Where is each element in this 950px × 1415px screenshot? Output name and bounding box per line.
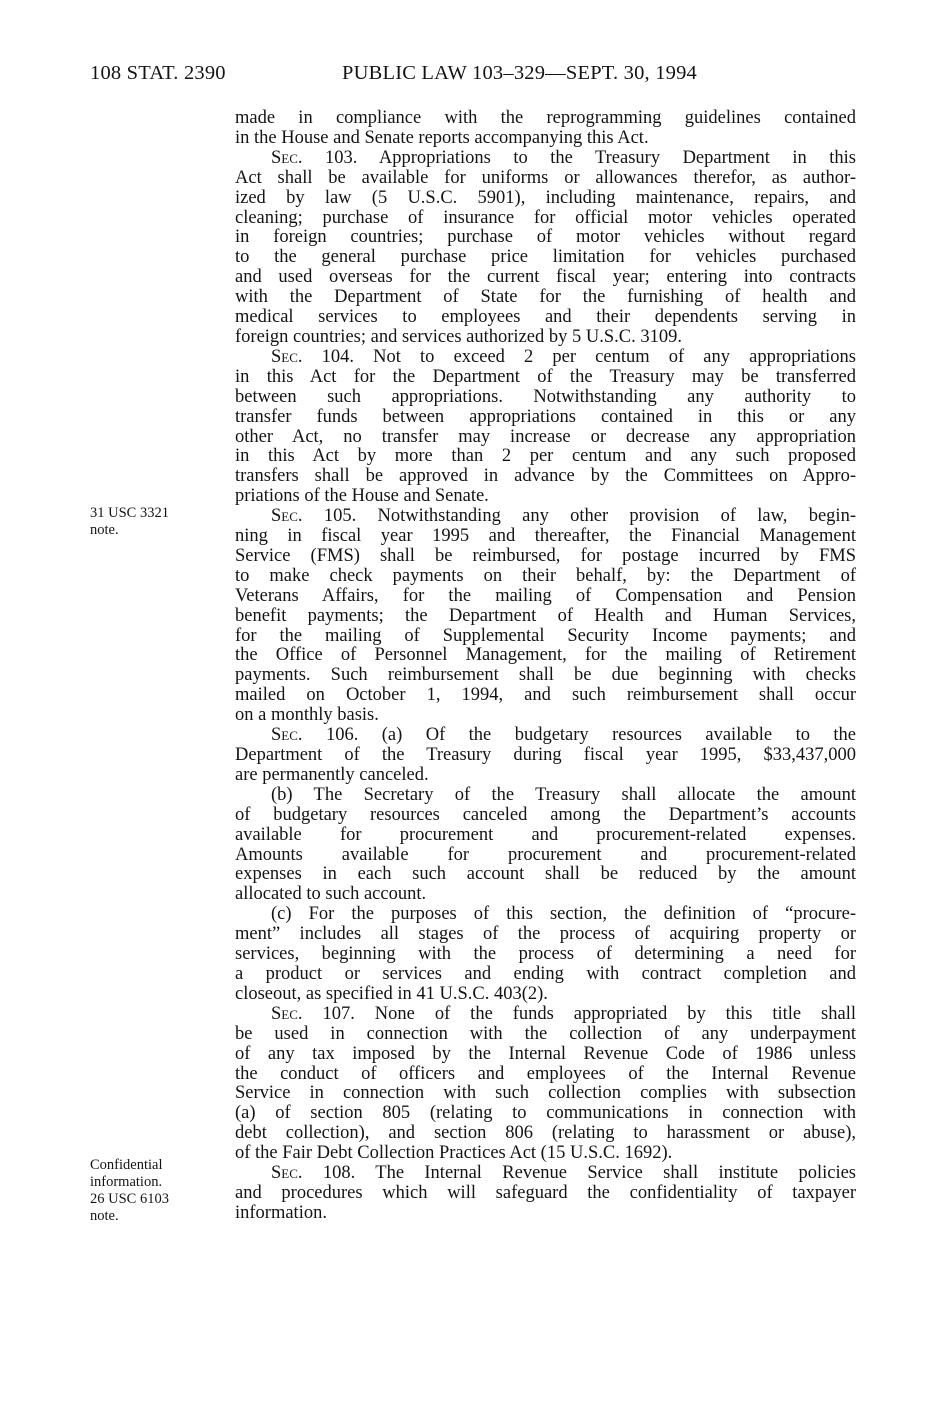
text-line: payments. Such reimbursement shall be due beginning with checks <box>235 665 856 686</box>
text-line: in this Act for the Department of the Treasury may be transferred <box>235 366 856 387</box>
text-line: in the House and Senate reports accompanying this Act. <box>235 127 649 148</box>
text-line: of budgetary resources canceled among the Department’s accounts <box>235 804 856 825</box>
text-line: to the general purchase price limitation for vehicles purchased <box>235 247 856 268</box>
text-line: transfers shall be approved in advance by the Committees on Appro- <box>235 466 856 487</box>
text-line: the conduct of officers and employees of the Internal Revenue <box>235 1063 856 1084</box>
text-line: ning in fiscal year 1995 and thereafter, the Financial Management <box>235 526 856 547</box>
page-header <box>90 62 860 92</box>
statute-page-number: 108 STAT. 2390 <box>90 62 226 84</box>
text-line: on a monthly basis. <box>235 705 379 726</box>
text-line: a product or services and ending with contract completion and <box>235 963 856 984</box>
margin-note-line: note. <box>90 1208 119 1224</box>
margin-note-line: note. <box>90 522 119 538</box>
margin-note-31-usc-3321 <box>90 505 220 539</box>
text-line: in foreign countries; purchase of motor vehicles without regard <box>235 227 856 248</box>
section-label: Sec. <box>271 506 303 527</box>
section-104 <box>235 348 856 507</box>
text-line: Sec. 103. Appropriations to the Treasury Department in this <box>271 147 856 168</box>
text-line: of any tax imposed by the Internal Revenue Code of 1986 unless <box>235 1043 856 1064</box>
paragraph-continuation <box>235 109 856 149</box>
margin-note-confidential-information <box>90 1157 220 1225</box>
margin-note-line: 31 USC 3321 <box>90 505 169 521</box>
law-body-text <box>235 109 856 1224</box>
text-line: transfer funds between appropriations contained in this or any <box>235 406 856 427</box>
text-line: Service in connection with such collection complies with subsection <box>235 1083 856 1104</box>
text-line: Sec. 107. None of the funds appropriated by this title shall <box>271 1003 856 1024</box>
text-line: Sec. 104. Not to exceed 2 per centum of any appropriations <box>271 346 856 367</box>
text-line: medical services to employees and their dependents serving in <box>235 307 856 328</box>
text-line: priations of the House and Senate. <box>235 486 489 507</box>
text-line: other Act, no transfer may increase or decrease any appropriation <box>235 426 856 447</box>
section-107 <box>235 1005 856 1164</box>
section-106-b <box>235 786 856 905</box>
margin-note-line: information. <box>90 1174 163 1190</box>
text-line: Amounts available for procurement and procurement-related <box>235 844 856 865</box>
section-103 <box>235 149 856 348</box>
text-line: Department of the Treasury during fiscal year 1995, $33,437,000 <box>235 745 856 765</box>
text-line: Act shall be available for uniforms or allowances therefor, as author- <box>235 167 856 188</box>
section-label: Sec. <box>271 147 303 168</box>
text-line: allocated to such account. <box>235 884 427 905</box>
text-line: of the Fair Debt Collection Practices Act (15 U.S.C. 1692). <box>235 1143 673 1164</box>
section-label: Sec. <box>271 346 303 367</box>
section-108 <box>235 1164 856 1224</box>
text-line: (c) For the purposes of this section, the definition of “procure- <box>271 904 856 925</box>
text-line: are permanently canceled. <box>235 764 429 785</box>
section-label: Sec. <box>271 1003 303 1024</box>
text-line: cleaning; purchase of insurance for official motor vehicles operated <box>235 207 856 228</box>
text-line: services, beginning with the process of determining a need for <box>235 944 856 965</box>
text-line: between such appropriations. Notwithstanding any authority to <box>235 386 856 407</box>
text-line: information. <box>235 1202 327 1223</box>
text-line: be used in connection with the collection of any underpayment <box>235 1023 856 1044</box>
text-line: Veterans Affairs, for the mailing of Compensation and Pension <box>235 585 856 606</box>
margin-note-line: Confidential <box>90 1157 163 1173</box>
text-line: and procedures which will safeguard the confidentiality of taxpayer <box>235 1182 856 1203</box>
text-line: (b) The Secretary of the Treasury shall allocate the amount <box>271 784 856 805</box>
text-line: made in compliance with the reprogramming guidelines contained <box>235 108 856 128</box>
text-line: debt collection), and section 806 (relating to harassment or abuse), <box>235 1123 856 1144</box>
text-line: the Office of Personnel Management, for the mailing of Retirement <box>235 645 856 666</box>
section-106-a <box>235 726 856 786</box>
text-line: benefit payments; the Department of Health and Human Services, <box>235 605 856 626</box>
section-label: Sec. <box>271 725 303 746</box>
text-line: with the Department of State for the furnishing of health and <box>235 287 856 308</box>
text-line: expenses in each such account shall be reduced by the amount <box>235 864 856 885</box>
text-line: Sec. 105. Notwithstanding any other provision of law, begin- <box>271 506 856 527</box>
text-line: Service (FMS) shall be reimbursed, for postage incurred by FMS <box>235 545 856 566</box>
text-line: foreign countries; and services authorized by 5 U.S.C. 3109. <box>235 326 682 347</box>
text-line: closeout, as specified in 41 U.S.C. 403(2). <box>235 983 548 1004</box>
section-105 <box>235 507 856 726</box>
text-line: ment” includes all stages of the process of acquiring property or <box>235 924 856 945</box>
section-label: Sec. <box>271 1163 303 1184</box>
public-law-citation: PUBLIC LAW 103–329—SEPT. 30, 1994 <box>342 62 697 84</box>
text-line: in this Act by more than 2 per centum and any such proposed <box>235 446 856 467</box>
text-line: (a) of section 805 (relating to communications in connection with <box>235 1103 856 1124</box>
text-line: ized by law (5 U.S.C. 5901), including maintenance, repairs, and <box>235 187 856 208</box>
text-line: available for procurement and procurement-related expenses. <box>235 824 856 845</box>
section-106-c <box>235 905 856 1005</box>
text-line: Sec. 106. (a) Of the budgetary resources available to the <box>271 725 856 746</box>
text-line: mailed on October 1, 1994, and such reimbursement shall occur <box>235 685 856 706</box>
margin-note-line: 26 USC 6103 <box>90 1191 169 1207</box>
text-line: Sec. 108. The Internal Revenue Service shall institute policies <box>271 1163 856 1184</box>
text-line: for the mailing of Supplemental Security Income payments; and <box>235 625 856 646</box>
text-line: to make check payments on their behalf, by: the Department of <box>235 565 856 586</box>
text-line: and used overseas for the current fiscal year; entering into contracts <box>235 267 856 288</box>
